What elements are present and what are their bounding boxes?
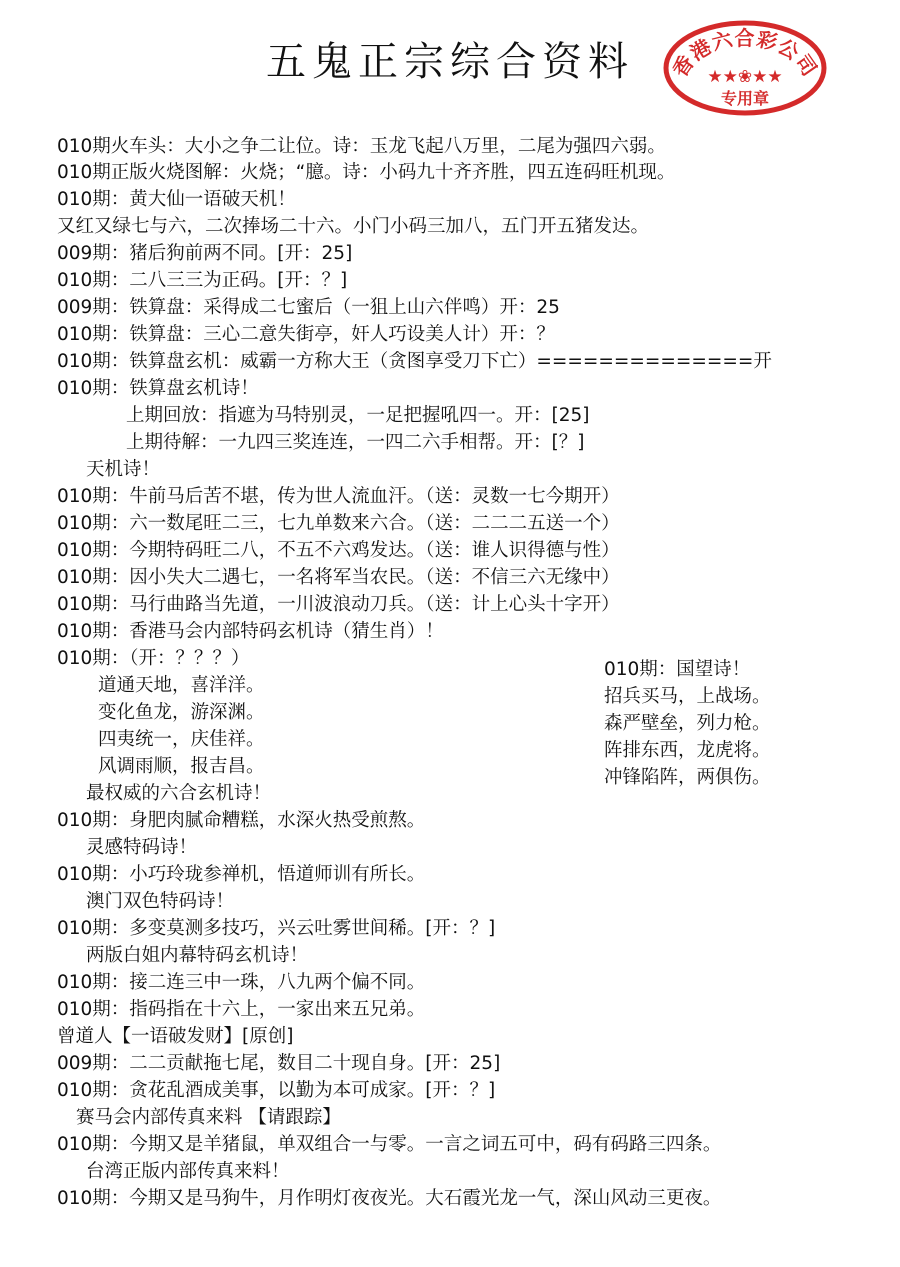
text-line: 010期：身肥肉腻命糟糕，水深火热受煎熬。 (57, 810, 426, 831)
text-line: 010期：马行曲路当先道，一川波浪动刀兵。（送：计上心头十字开） (57, 594, 620, 615)
text-line: 010期：铁算盘：三心二意失街亭，奸人巧设美人计）开：？ (57, 324, 555, 345)
text-line: 010期：黄大仙一语破天机！ (57, 189, 296, 210)
poem-line: 道通天地，喜洋洋。 (98, 675, 265, 696)
poem-line: 风调雨顺，报吉昌。 (98, 756, 265, 777)
text-line: 010期：因小失大二遇七，一名将军当农民。（送：不信三六无缘中） (57, 567, 620, 588)
text-line: 010期：贪花乱酒成美事，以勤为本可成家。[开：？] (57, 1080, 496, 1101)
text-line: 上期待解：一九四三奖连连，一四二六手相帮。开：[？] (126, 432, 585, 453)
text-line: 010期正版火烧图解：火烧；“臆。诗：小码九十齐齐胜，四五连码旺机现。 (57, 162, 676, 183)
text-line: 009期：铁算盘：采得成二七蜜后（一狙上山六伴鸣）开：25 (57, 297, 560, 318)
text-line: 010期：香港马会内部特码玄机诗（猜生肖）！ (57, 621, 444, 642)
section-heading: 澳门双色特码诗！ (86, 891, 235, 912)
text-line: 010期：铁算盘玄机诗！ (57, 378, 259, 399)
text-line: 010期：多变莫测多技巧，兴云吐雾世间稀。[开：？] (57, 918, 496, 939)
seal-company-text: 香港六合彩公司 (667, 26, 823, 82)
side-poem-line: 阵排东西，龙虎将。 (604, 740, 771, 761)
seal-stars: ★★❀★★ (707, 67, 783, 87)
side-poem-line: 招兵买马，上战场。 (604, 686, 771, 707)
text-line: 010期：接二连三中一珠，八九两个偏不同。 (57, 972, 426, 993)
section-heading: 曾道人【一语破发财】[原创] (57, 1026, 294, 1047)
page-title: 五鬼正宗综合资料 (266, 39, 634, 85)
side-poem-line: 冲锋陷阵，两俱伤。 (604, 767, 771, 788)
text-line: 010期：牛前马后苦不堪，传为世人流血汗。（送：灵数一七今期开） (57, 486, 620, 507)
section-heading: 灵感特码诗！ (86, 837, 198, 858)
text-line: 010期：今期又是马狗牛，月作明灯夜夜光。大石霞光龙一气，深山风动三更夜。 (57, 1188, 722, 1209)
section-heading: 赛马会内部传真来料 【请跟踪】 (76, 1107, 341, 1128)
text-line: 010期：今期特码旺二八，不五不六鸡发达。（送：谁人识得德与性） (57, 540, 620, 561)
text-line: 009期：猪后狗前两不同。[开：25] (57, 243, 353, 264)
section-heading: 台湾正版内部传真来料！ (86, 1161, 290, 1182)
text-line: 010期：铁算盘玄机：威霸一方称大王（贪图享受刀下亡）==============开 (57, 351, 772, 372)
section-heading: 两版白姐内幕特码玄机诗！ (86, 945, 309, 966)
text-line: 010期：今期又是羊猪鼠，单双组合一与零。一言之词五可中，码有码路三四条。 (57, 1134, 722, 1155)
text-line: 又红又绿七与六，二次捧场二十六。小门小码三加八，五门开五猪发达。 (57, 216, 650, 237)
side-poem-line: 森严壁垒，列力枪。 (604, 713, 771, 734)
text-line: 010期：二八三三为正码。[开：？] (57, 270, 348, 291)
text-line: 009期：二二贡献拖七尾，数目二十现自身。[开：25] (57, 1053, 501, 1074)
text-line: 010期火车头：大小之争二让位。诗：玉龙飞起八万里，二尾为强四六弱。 (57, 136, 666, 157)
side-poem-title: 010期：国望诗！ (604, 659, 751, 680)
text-line: 010期：指码指在十六上，一家出来五兄弟。 (57, 999, 426, 1020)
section-heading: 天机诗！ (86, 459, 161, 480)
section-heading: 最权威的六合玄机诗！ (86, 783, 272, 804)
text-line: 上期回放：指遮为马特别灵，一足把握吼四一。开：[25] (126, 405, 590, 426)
text-line: 010期：（开：？？？） (57, 648, 250, 669)
seal-label: 专用章 (720, 89, 770, 108)
poem-line: 四夷统一，庆佳祥。 (98, 729, 265, 750)
poem-line: 变化鱼龙，游深渊。 (98, 702, 265, 723)
text-line: 010期：六一数尾旺二三，七九单数来六合。（送：二二二五送一个） (57, 513, 620, 534)
text-line: 010期：小巧玲珑参禅机，悟道师训有所长。 (57, 864, 426, 885)
